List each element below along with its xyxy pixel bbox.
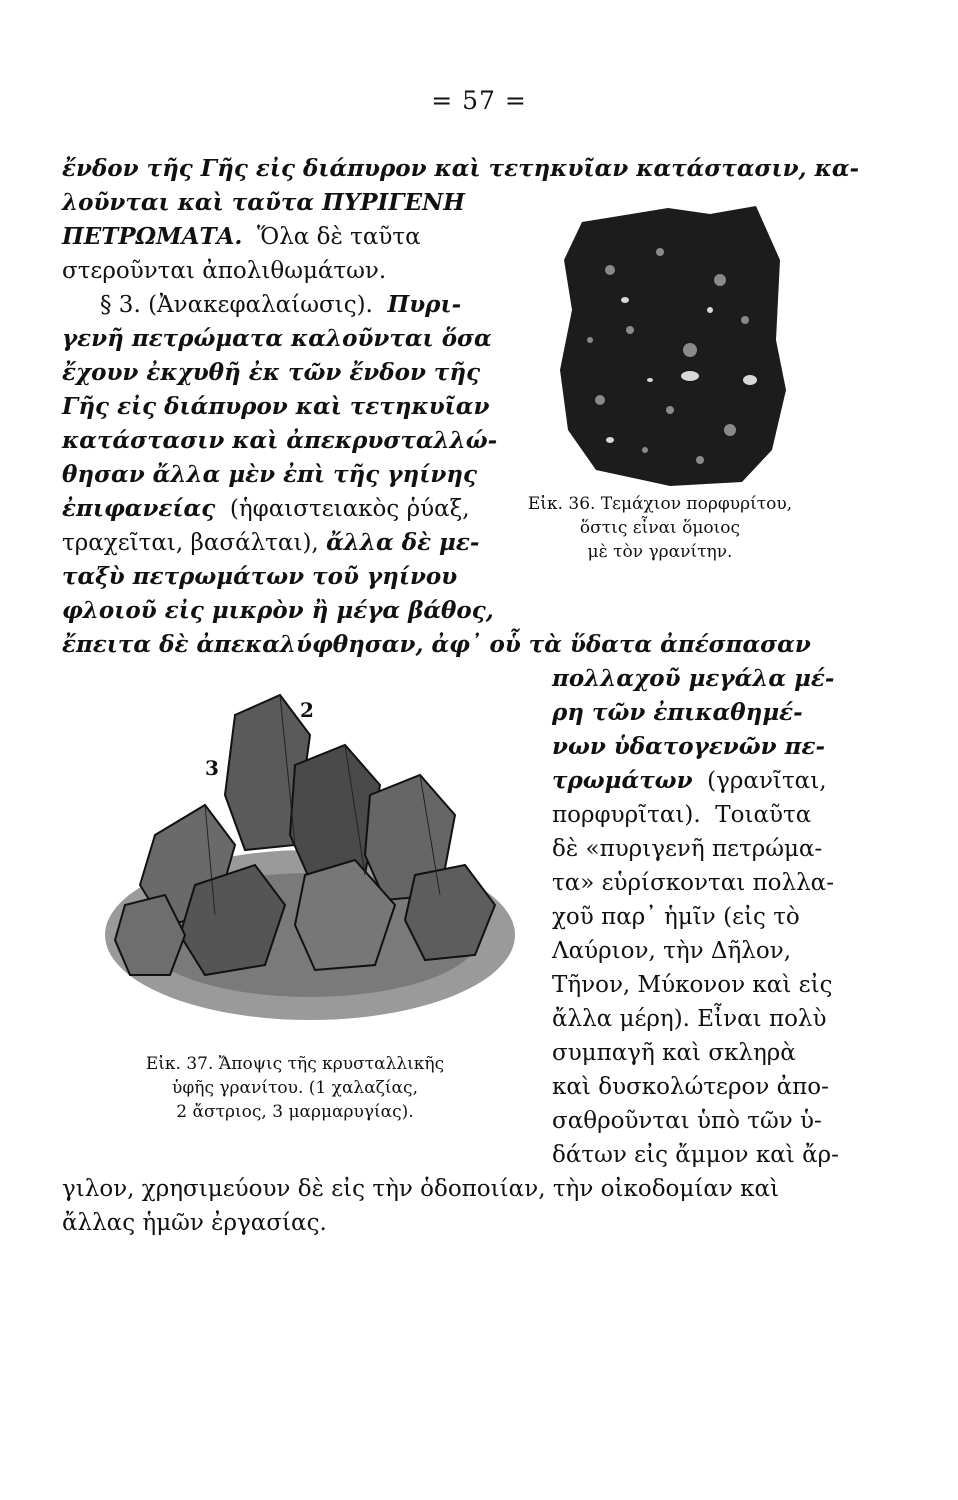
figure-37-caption: Εἰκ. 37. Ἄποψις τῆς κρυσταλλικῆς ὑφῆς γρανίτου. (1 χαλαζίας, 2 ἄστριος, 3 μαρμαρυγίας). (145, 1054, 445, 1122)
text-line: δάτων εἰς ἄμμον καὶ ἄρ- (552, 1142, 839, 1168)
text-line: § 3. (Ἀνακεφαλαίωσις). Πυρι- (100, 291, 462, 318)
text-line: ἔπειτα δὲ ἀπεκαλύφθησαν, ἀφ᾽ οὗ τὰ ὕδατα ἀπέσπασαν (62, 631, 811, 658)
porphyry-rock-image (550, 200, 790, 490)
text-line: φλοιοῦ εἰς μικρὸν ἢ μέγα βάθος, (62, 597, 494, 624)
figure-label-3: 3 (205, 756, 219, 780)
text-line: Λαύριον, τὴν Δῆλον, (552, 938, 792, 964)
text-line: ταξὺ πετρωμάτων τοῦ γηίνου (62, 563, 458, 590)
text-line: χοῦ παρ᾽ ἡμῖν (εἰς τὸ (552, 904, 800, 930)
text-line: τραχεῖται, βασάλται), ἄλλα δὲ με- (62, 529, 480, 556)
page-number: = 57 = (431, 86, 527, 115)
figure-label-2: 2 (300, 698, 314, 722)
text-line: λοῦνται καὶ ταῦτα ΠΥΡΙΓΕΝΗ (62, 189, 465, 216)
text-line: ἄλλα μέρη). Εἶναι πολὺ (552, 1006, 827, 1032)
text-line: ΠΕΤΡΩΜΑΤΑ. Ὅλα δὲ ταῦτα (62, 223, 421, 250)
text-line: θησαν ἄλλα μὲν ἐπὶ τῆς γηίνης (62, 461, 478, 488)
text-line: νων ὑδατογενῶν πε- (552, 733, 825, 760)
text-line: ρη τῶν ἐπικαθημέ- (552, 699, 803, 726)
text-line: γιλον, χρησιμεύουν δὲ εἰς τὴν ὁδοποιίαν, τὴν οἰκοδομίαν καὶ (62, 1176, 780, 1202)
granite-crystals-image (95, 675, 520, 1035)
text-line: δὲ «πυριγενῆ πετρώμα- (552, 836, 823, 862)
text-line: συμπαγῆ καὶ σκληρὰ (552, 1040, 796, 1066)
text-line: γενῆ πετρώματα καλοῦνται ὅσα (62, 325, 492, 352)
text-line: ἔνδον τῆς Γῆς εἰς διάπυρον καὶ τετηκυῖαν κατάστασιν, κα- (62, 155, 860, 182)
text-line: τρωμάτων (γρανῖται, (552, 767, 827, 794)
text-line: Γῆς εἰς διάπυρον καὶ τετηκυῖαν (62, 393, 490, 420)
text-line: σαθροῦνται ὑπὸ τῶν ὑ- (552, 1108, 822, 1134)
text-line: καὶ δυσκολώτερον ἀπο- (552, 1074, 829, 1100)
text-line: ἄλλας ἡμῶν ἐργασίας. (62, 1210, 327, 1236)
text-line: Τῆνον, Μύκονον καὶ εἰς (552, 972, 833, 998)
text-line: ἐπιφανείας (ἡφαιστειακὸς ῥύαξ, (62, 495, 470, 522)
text-line: κατάστασιν καὶ ἀπεκρυσταλλώ- (62, 427, 498, 454)
text-line: στεροῦνται ἀπολιθωμάτων. (62, 258, 387, 284)
text-line: ἔχουν ἐκχυθῆ ἐκ τῶν ἔνδον τῆς (62, 359, 481, 386)
text-line: πολλαχοῦ μεγάλα μέ- (552, 665, 835, 692)
figure-36-caption: Εἰκ. 36. Τεμάχιον πορφυρίτου, ὅστις εἶναι ὅμοιος μὲ τὸν γρανίτην. (527, 494, 793, 562)
text-line: πορφυρῖται). Τοιαῦτα (552, 802, 812, 828)
text-line: τα» εὑρίσκονται πολλα- (552, 870, 834, 896)
